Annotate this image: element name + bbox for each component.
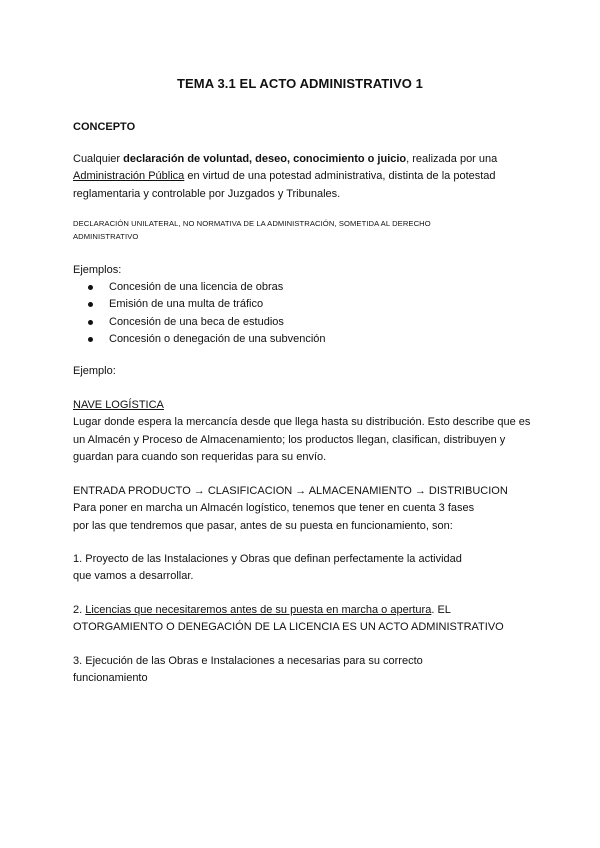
list-item [73,279,543,296]
concept-text-start: Cualquier [73,153,124,165]
example-text: Concesión de una licencia de obras [109,281,284,293]
phase-1-line-1: 1. Proyecto de las Instalaciones y Obras que definan perfectamente la actividad [73,553,462,565]
phase-2-line-1 [73,602,543,619]
bullet-icon [88,337,93,342]
phase-1 [73,551,543,586]
phase-1-line-2: que vamos a desarrollar. [73,570,194,583]
administracion-publica-link[interactable]: Administración Pública [73,170,185,183]
process-line-2: Para poner en marcha un Almacén logístico, tenemos que tener en cuenta 3 fases [73,502,475,515]
concept-line-2 [73,168,543,185]
phase-2-underlined: Licencias que necesitaremos antes de su puesta en marcha o apertura [85,604,432,616]
phase-2-suffix: . EL [431,604,451,616]
phase-2-number: 2. [73,604,86,616]
phase-2 [73,602,543,637]
definition-note [73,217,543,243]
nave-line-3: guardan para cuando son requeridas para su envío. [73,450,327,463]
nave-section [73,397,543,466]
process-flow: ENTRADA PRODUCTO → CLASIFICACION → ALMACENAMIENTO → DISTRIBUCION [73,485,508,497]
page-title: TEMA 3.1 EL ACTO ADMINISTRATIVO 1 [177,76,423,91]
concept-paragraph [73,151,543,203]
bullet-icon [88,285,93,290]
concept-text-end: en virtud de una potestad administrativa, distinta de la potestad [184,170,496,183]
nave-line-1: Lugar donde espera la mercancía desde que llega hasta su distribución. Esto describe que es [73,416,531,429]
example-label: Ejemplo: [73,365,116,377]
concept-text-mid: , realizada por una [406,153,498,165]
process-line-3: por las que tendremos que pasar, antes de su puesta en funcionamiento, son: [73,519,453,532]
bullet-icon [88,320,93,325]
nave-line-2: un Almacén y Proceso de Almacenamiento; los productos llegan, clasifican, distribuyen y [73,433,506,446]
list-item [73,314,543,331]
nave-heading: NAVE LOGÍSTICA [73,399,164,411]
phase-2-line-2: OTORGAMIENTO O DENEGACIÓN DE LA LICENCIA ES UN ACTO ADMINISTRATIVO [73,621,504,634]
definition-line-2: ADMINISTRATIVO [73,232,139,241]
concept-heading: CONCEPTO [73,121,136,133]
phase-3 [73,653,543,688]
examples-list [73,279,543,349]
example-text: Concesión de una beca de estudios [109,315,284,328]
concept-line-3: reglamentaria y controlable por Juzgados y Tribunales. [73,187,341,200]
example-text: Emisión de una multa de tráfico [109,298,264,311]
phase-3-line-2: funcionamiento [73,672,148,685]
bullet-icon [88,302,93,307]
phase-3-line-1: 3. Ejecución de las Obras e Instalaciones a necesarias para su correcto [73,655,423,667]
concept-bold-terms: declaración de voluntad, deseo, conocimiento o juicio [123,153,407,165]
examples-label: Ejemplos: [73,264,122,276]
list-item [73,296,543,313]
process-section [73,483,543,535]
list-item [73,331,543,348]
definition-line-1: DECLARACIÓN UNILATERAL, NO NORMATIVA DE LA ADMINISTRACIÓN, SOMETIDA AL DERECHO [73,219,431,228]
concept-line-1 [73,151,543,168]
example-text: Concesión o denegación de una subvención [109,333,326,346]
